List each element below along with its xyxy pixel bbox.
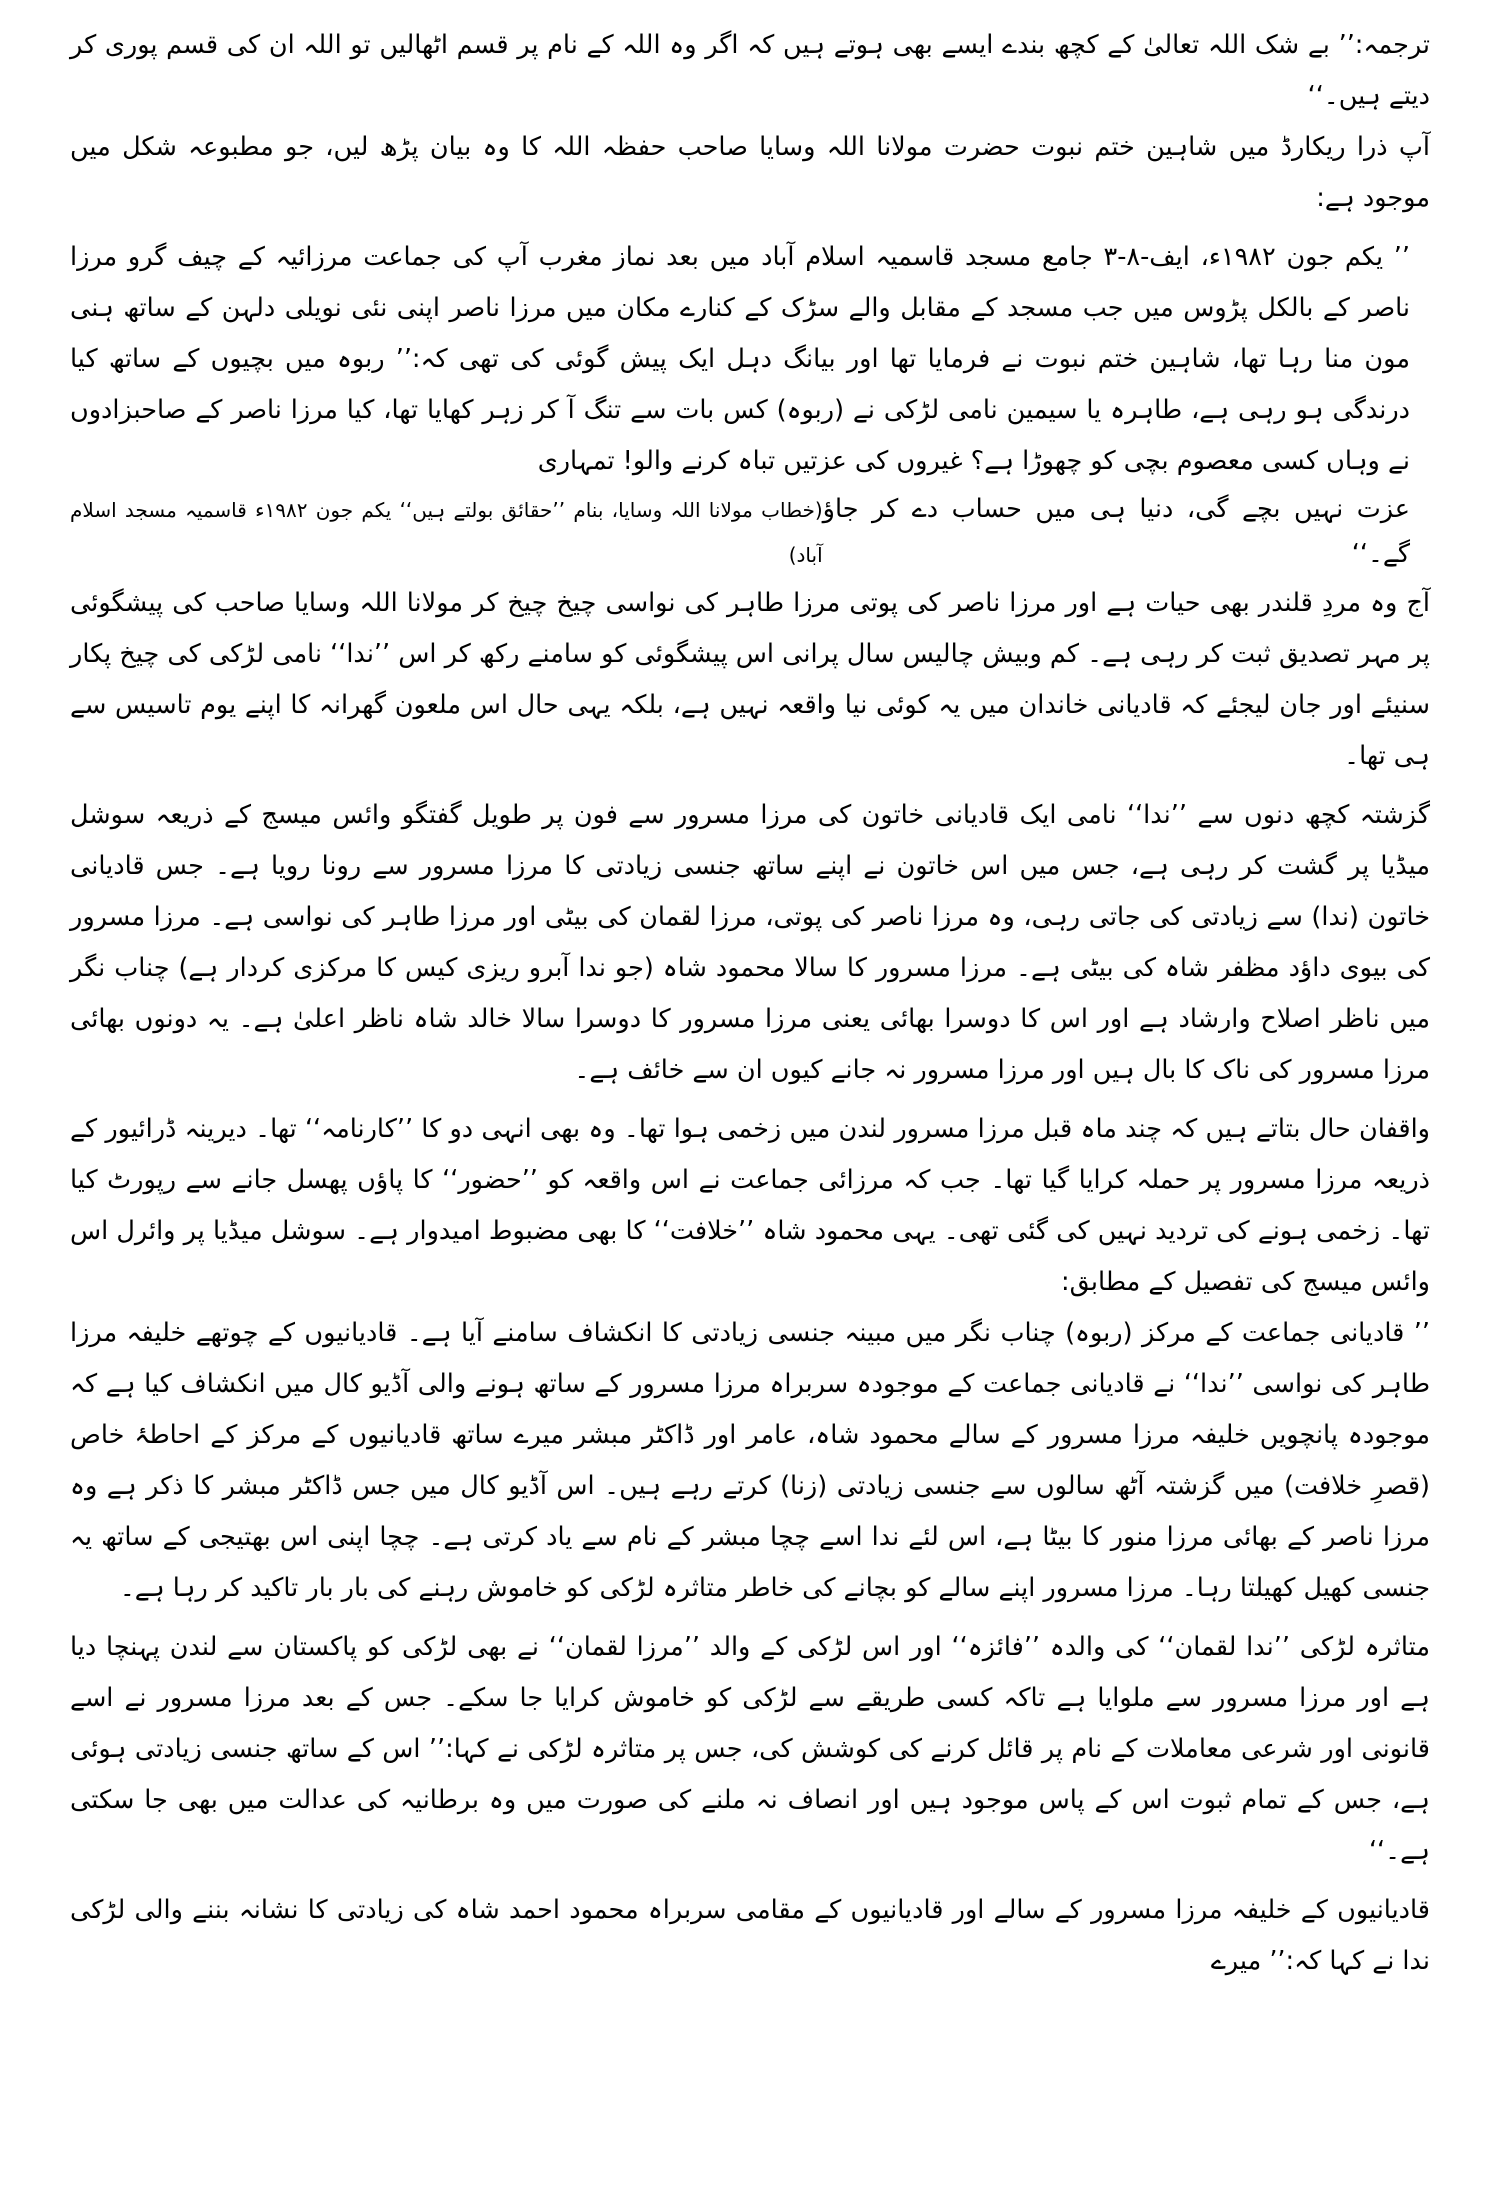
quote-1-source: (خطاب مولانا اللہ وسایا، بنام ’’حقائق بولتے ہیں‘‘ یکم جون ۱۹۸۲ء قاسمیہ مسجد اسلام آباد) [70,498,823,567]
spacer [70,782,1430,790]
paragraph-3: گزشتہ کچھ دنوں سے ’’ندا‘‘ نامی ایک قادیانی خاتون کی مرزا مسرور سے فون پر طویل گفتگو وائس میسج کے ذریعہ سوشل میڈیا پر گشت کر رہی ہے، جس میں اس خاتون نے اپنے ساتھ جنسی زیادتی کا مرزا مسرور سے رونا رویا ہے۔ جس قادیانی خاتون (ندا) سے زیادتی کی جاتی رہی، وہ مرزا ناصر کی پوتی، مرزا لقمان کی بیٹی اور مرزا طاہر کی نواسی ہے۔ مرزا مسرور کی بیوی داؤد مظفر شاہ کی بیٹی ہے۔ مرزا مسرور کا سالا محمود شاہ (جو ندا آبرو ریزی کیس کا مرکزی کردار ہے) چناب نگر میں ناظر اصلاح وارشاد ہے اور اس کا دوسرا بھائی یعنی مرزا مسرور کا دوسرا سالا خالد شاہ ناظر اعلیٰ ہے۔ یہ دونوں بھائی مرزا مسرور کی ناک کا بال ہیں اور مرزا مسرور نہ جانے کیوں ان سے خائف ہے۔ [70,800,1430,1085]
paragraph-2: آج وہ مردِ قلندر بھی حیات ہے اور مرزا ناصر کی پوتی مرزا طاہر کی نواسی چیخ چیخ کر مولانا اللہ وسایا صاحب کی پیشگوئی پر مہر تصدیق ثبت کر رہی ہے۔ کم وبیش چالیس سال پرانی اس پیشگوئی کو سامنے رکھ کر اس ’’ندا‘‘ نامی لڑکی کی چیخ پکار سنیئے اور جان لیجئے کہ قادیانی خاندان میں یہ کوئی نیا واقعہ نہیں ہے، بلکہ یہی حال اس ملعون گھرانہ کا اپنے یوم تاسیس سے ہی تھا۔ [70,588,1430,771]
paragraph-4: واقفان حال بتاتے ہیں کہ چند ماہ قبل مرزا مسرور لندن میں زخمی ہوا تھا۔ وہ بھی انہی دو کا ’’کارنامہ‘‘ تھا۔ دیرینہ ڈرائیور کے ذریعہ مرزا مسرور پر حملہ کرایا گیا تھا۔ جب کہ مرزائی جماعت نے اس واقعہ کو ’’حضور‘‘ کا پاؤں پھسل جانے سے رپورٹ کیا تھا۔ زخمی ہونے کی تردید نہیں کی گئی تھی۔ یہی محمود شاہ ’’خلافت‘‘ کا بھی مضبوط امیدوار ہے۔ سوشل میڈیا پر وائرل اس وائس میسج کی تفصیل کے مطابق: [70,1114,1430,1297]
paragraph-5: متاثرہ لڑکی ’’ندا لقمان‘‘ کی والدہ ’’فائزہ‘‘ اور اس لڑکی کے والد ’’مرزا لقمان‘‘ نے بھی لڑکی کو پاکستان سے لندن پہنچا دیا ہے اور مرزا مسرور سے ملوایا ہے تاکہ کسی طریقے سے لڑکی کو خاموش کرایا جا سکے۔ جس کے بعد مرزا مسرور نے اسے قانونی اور شرعی معاملات کے نام پر قائل کرنے کی کوشش کی، جس پر متاثرہ لڑکی نے کہا:’’ اس کے ساتھ جنسی زیادتی ہوئی ہے، جس کے تمام ثبوت اس کے پاس موجود ہیں اور انصاف نہ ملنے کی صورت میں وہ برطانیہ کی عدالت میں بھی جا سکتی ہے۔‘‘ [70,1632,1430,1866]
quote-2: ’’ قادیانی جماعت کے مرکز (ربوہ) چناب نگر میں مبینہ جنسی زیادتی کا انکشاف سامنے آیا ہے۔ قادیانیوں کے چوتھے خلیفہ مرزا طاہر کی نواسی ’’ندا‘‘ نے قادیانی جماعت کے موجودہ سربراہ مرزا مسرور کے ساتھ ہونے والی آڈیو کال میں انکشاف کیا ہے کہ موجودہ پانچویں خلیفہ مرزا مسرور کے سالے محمود شاہ، عامر اور ڈاکٹر مبشر میرے ساتھ قادیانیوں کے مرکز کے احاطۂ خاص (قصرِ خلافت) میں گزشتہ آٹھ سالوں سے جنسی زیادتی (زنا) کرتے رہے ہیں۔ اس آڈیو کال میں جس ڈاکٹر مبشر کا ذکر ہے وہ مرزا ناصر کے بھائی مرزا منور کا بیٹا ہے، اس لئے ندا اسے چچا مبشر کے نام سے یاد کرتی ہے۔ چچا اپنی اس بھتیجی کے ساتھ یہ جنسی کھیل کھیلتا رہا۔ مرزا مسرور اپنے سالے کو بچانے کی خاطر متاثرہ لڑکی کو خاموش رہنے کی بار بار تاکید کر رہا ہے۔ [70,1318,1430,1603]
spacer [70,1614,1430,1622]
translation-line: ترجمہ:’’ بے شک اللہ تعالیٰ کے کچھ بندے ایسے بھی ہوتے ہیں کہ اگر وہ اللہ کے نام پر قسم اٹھالیں تو اللہ ان کی قسم پوری کر دیتے ہیں۔‘‘ [70,30,1430,111]
quoted-speech-block [70,232,1410,578]
quote-1-end: عزت نہیں بچے گی، دنیا ہی میں حساب دے کر جاؤ گے۔‘‘ [822,494,1410,569]
quote-1: ’’ یکم جون ۱۹۸۲ء، ایف-۸-۳ جامع مسجد قاسمیہ اسلام آباد میں بعد نماز مغرب آپ کی جماعت مرزائیہ کے چیف گرو مرزا ناصر کے بالکل پڑوس میں جب مسجد کے مقابل والے سڑک کے کنارے مکان میں مرزا ناصر اپنی نئی نویلی دلہن کے ساتھ ہنی مون منا رہا تھا، شاہین ختم نبوت نے فرمایا تھا اور بیانگ دہل ایک پیش گوئی کی تھی کہ:’’ ربوہ میں بچیوں کے ساتھ کیا درندگی ہو رہی ہے، طاہرہ یا سیمین نامی لڑکی نے (ربوہ) کس بات سے تنگ آ کر زہر کھایا تھا، کیا مرزا ناصر کے صاحبزادوں نے وہاں کسی معصوم بچی کو چھوڑا ہے؟ غیروں کی عزتیں تباہ کرنے والو! تمہاری [70,242,1411,476]
spacer [70,1096,1430,1104]
spacer [70,224,1430,232]
intro-paragraph: آپ ذرا ریکارڈ میں شاہین ختم نبوت حضرت مولانا اللہ وسایا صاحب حفظہ اللہ کا وہ بیان پڑھ لیں، جو مطبوعہ شکل میں موجود ہے: [70,132,1430,213]
spacer [70,1877,1430,1885]
quote-1-closing-row [70,487,1410,578]
urdu-article-page [70,20,1430,2180]
paragraph-6: قادیانیوں کے خلیفہ مرزا مسرور کے سالے اور قادیانیوں کے مقامی سربراہ محمود احمد شاہ کی زیادتی کا نشانہ بننے والی لڑکی ندا نے کہا کہ:’’ میرے [70,1895,1430,1976]
